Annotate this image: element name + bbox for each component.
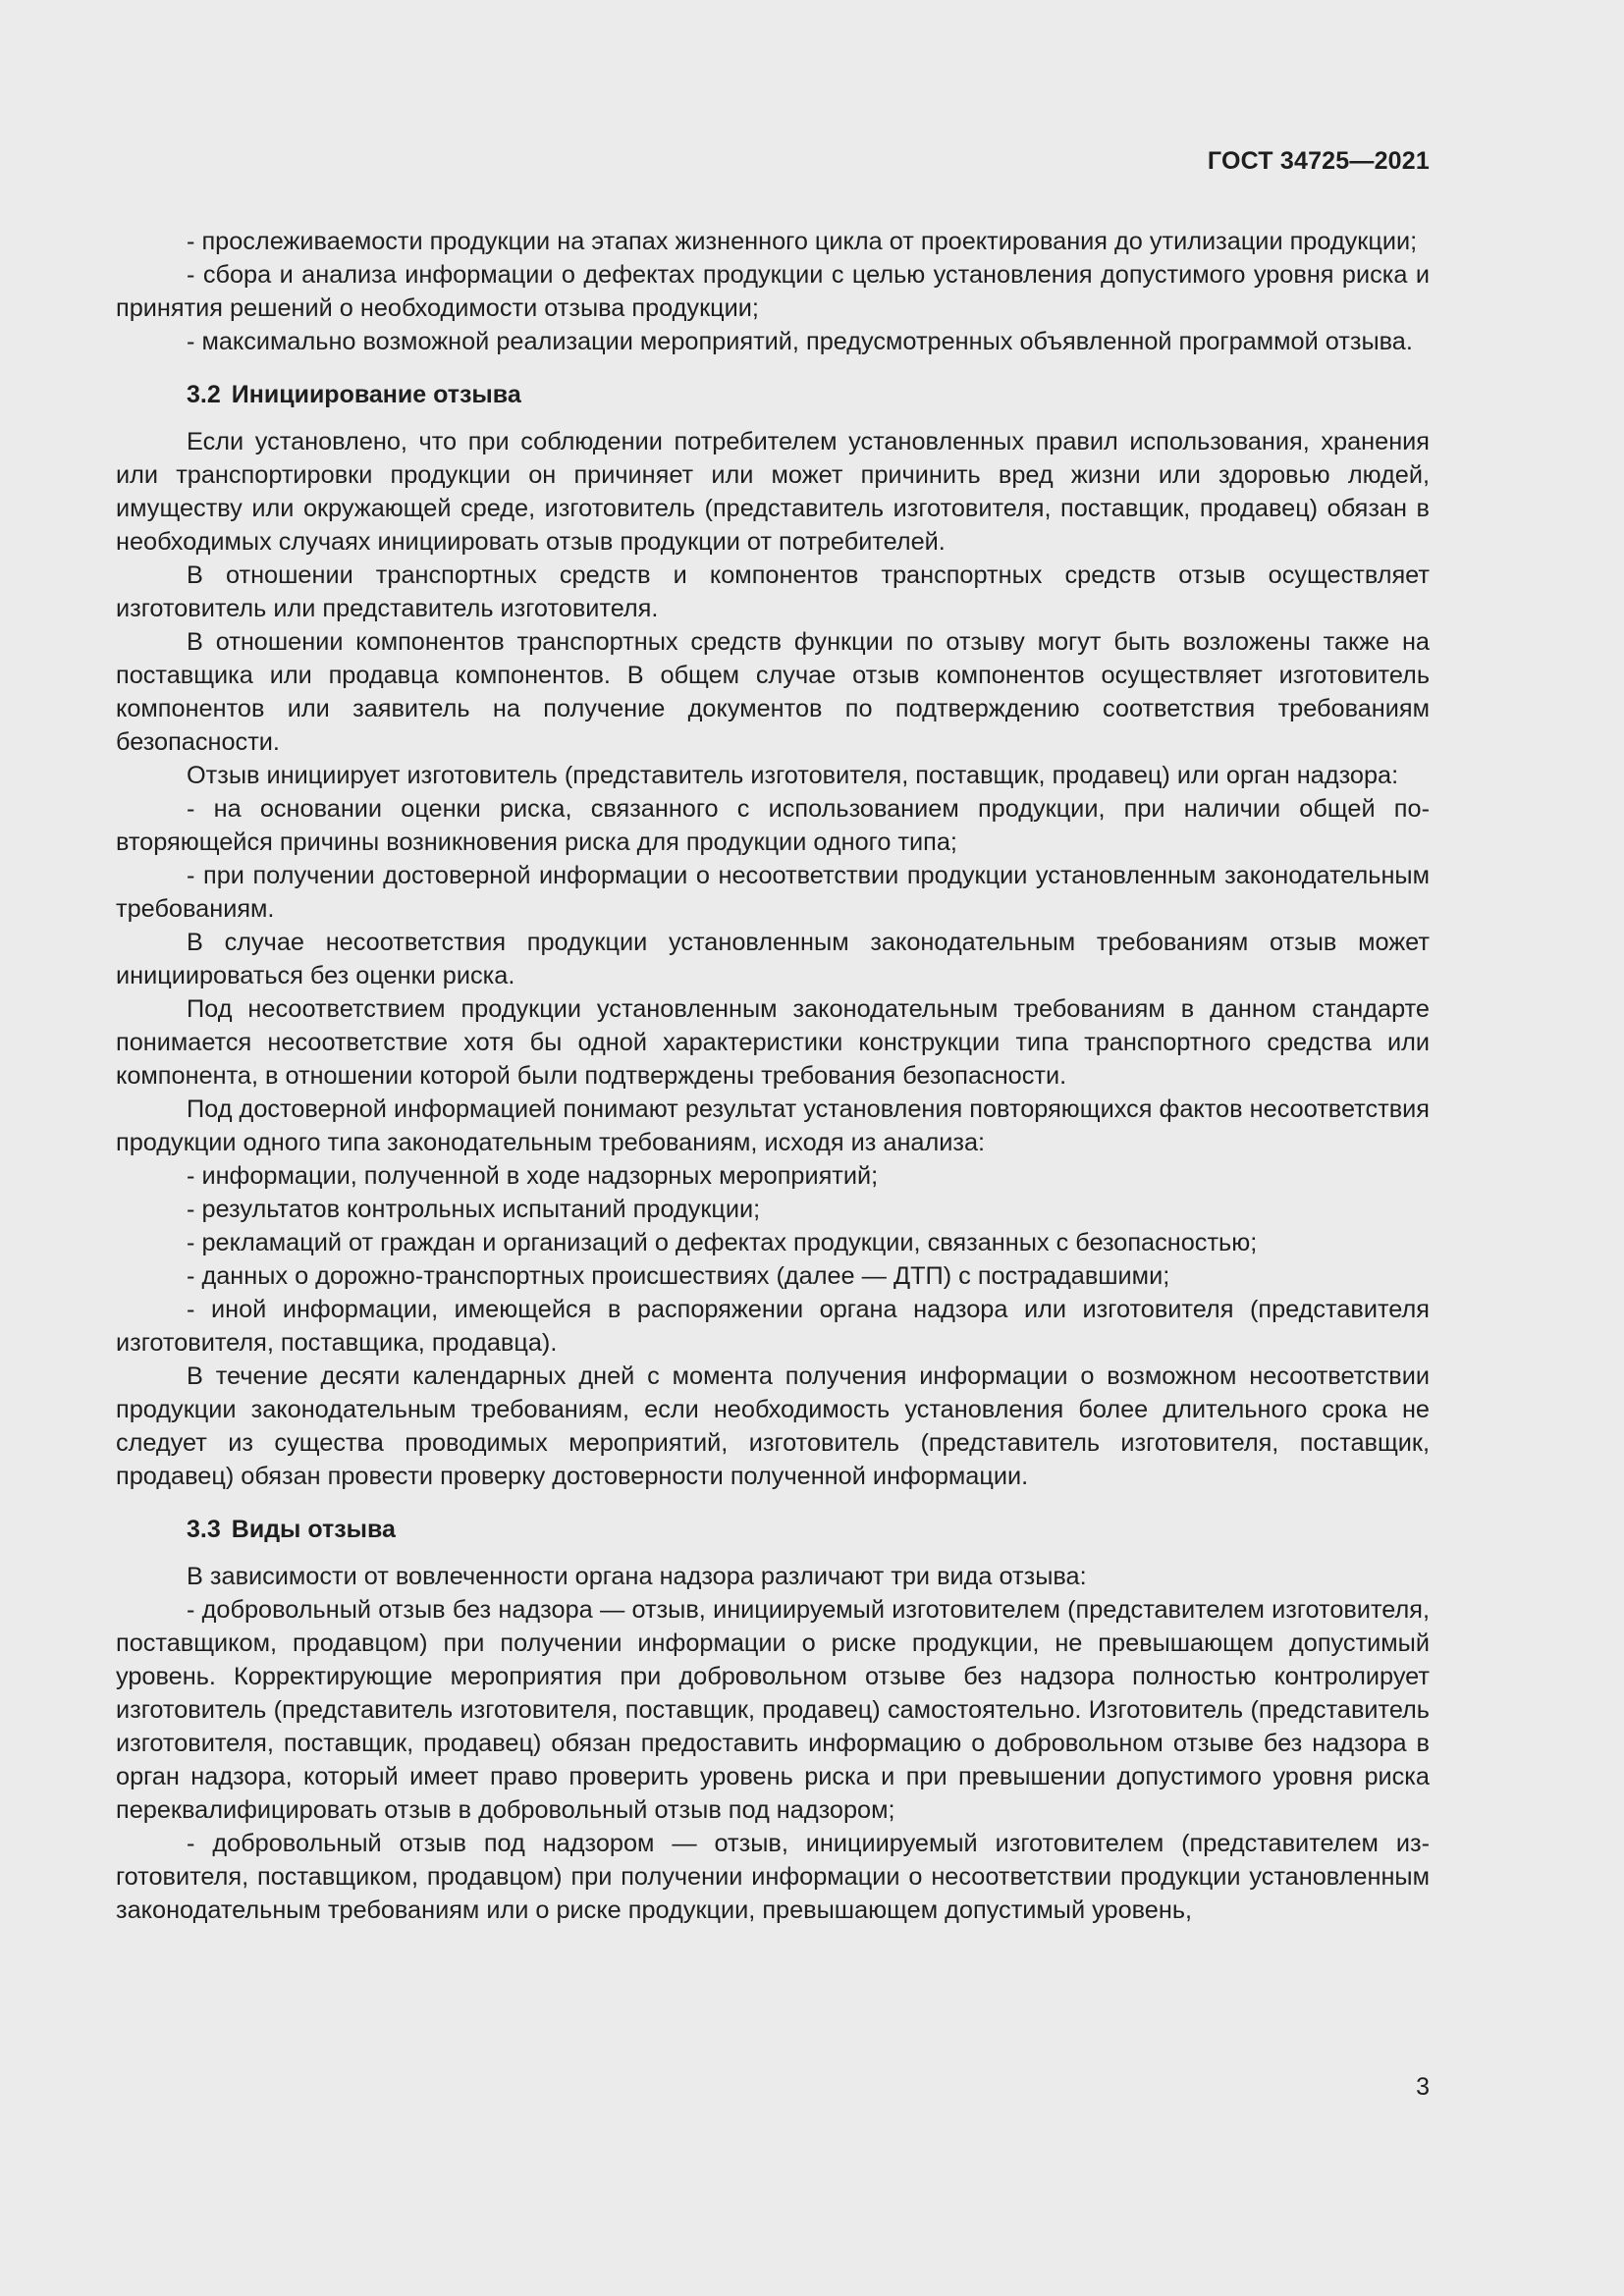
standard-code: ГОСТ 34725—2021: [1207, 147, 1430, 175]
intro-item: - сбора и анализа информации о дефектах продукции с целью установления допустимого уровня риска и принятия решений о необходимости отзыва продукции;: [116, 261, 1430, 322]
page-number: 3: [1416, 2073, 1430, 2101]
list-item: - результатов контрольных испытаний продукции;: [187, 1196, 761, 1223]
paragraph: В случае несоответствия продукции установленным законодательным требованиям отзыв может инициироваться без оценки риска.: [116, 929, 1430, 989]
list-item: - рекламаций от граждан и организаций о дефектах продукции, связанных с безопасностью;: [187, 1229, 1258, 1256]
paragraph: Если установлено, что при соблюдении потребителем установленных правил использования, хранения или транспортировки продукции он причиняет или может причинить вред жизни или здоровью людей, имуществу или окружающей среде, изготовитель (представитель изготовителя, поставщик, продавец) обязан в необходимых случаях инициировать отзыв продукции от потребителей.: [116, 428, 1430, 556]
paragraph: Под несоответствием продукции установленным законодательным требованиям в данном стандарте понимается несоответствие хотя бы одной характеристики конструкции типа транспортного средства или компонента, в отношении которой были подтверждены требования безопасности.: [116, 995, 1430, 1090]
section-heading-3-2: [116, 378, 1430, 411]
list-item: - добровольный отзыв под надзором — отзыв, инициируемый изготовителем (представителем изготовителя, поставщиком, продавцом) при получении информации о несоответствии продукции установленным законодательным требованиям или о риске продукции, превышающем допустимый уровень,: [116, 1830, 1430, 1924]
paragraph: В отношении компонентов транспортных средств функции по отзыву могут быть возложены также на поставщика или продавца компонентов. В общем случае отзыв компонентов осуществляет изготовитель компонентов или заявитель на получение документов по подтверждению соответствия требованиям безопасности.: [116, 628, 1430, 756]
paragraph: В течение десяти календарных дней с момента получения информации о возможном несоответствии продукции законодательным требованиям, если необходимость установления более длительного срока не следует из существа проводимых мероприятий, изготовитель (представитель изготовителя, поставщик, продавец) обязан провести проверку достоверности полученной информации.: [116, 1362, 1430, 1490]
intro-item: - прослеживаемости продукции на этапах жизненного цикла от проектирования до утилизации продукции;: [187, 228, 1418, 255]
list-item: - добровольный отзыв без надзора — отзыв, инициируемый изготовителем (представителем изготовителя, поставщиком, продавцом) при получении информации о риске продукции, не превышающем допустимый уровень. Корректирующие мероприятия при добровольном отзыве без надзора полностью контролирует изготовитель (представитель изготовителя, поставщик, продавец) самостоятельно. Изготовитель (представитель изготовителя, поставщик, продавец) обязан предоставить информацию о добровольном отзыве без надзора в орган надзора, который имеет право проверить уровень риска и при превышении допустимого уровня риска переквалифицировать отзыв в добровольный отзыв под надзором;: [116, 1596, 1430, 1824]
paragraph: Под достоверной информацией понимают результат установления повторяющихся фактов несоответствия продукции одного типа законодательным требованиям, исходя из анализа:: [116, 1095, 1430, 1156]
list-item: - данных о дорожно-транспортных происшествиях (далее — ДТП) с пострадавшими;: [187, 1262, 1170, 1290]
list-item: - на основании оценки риска, связанного с использованием продукции, при наличии общей повторяющейся причины возникновения риска для продукции одного типа;: [116, 795, 1430, 856]
section-title: Виды отзыва: [231, 1516, 396, 1543]
section-heading-3-3: [116, 1513, 1430, 1546]
section-number: 3.3: [187, 1516, 221, 1543]
paragraph: Отзыв инициирует изготовитель (представитель изготовителя, поставщик, продавец) или орган надзора:: [187, 762, 1399, 789]
document-body: [116, 225, 1430, 1927]
paragraph: В зависимости от вовлеченности органа надзора различают три вида отзыва:: [187, 1563, 1087, 1590]
section-title: Инициирование отзыва: [231, 381, 521, 408]
list-item: - при получении достоверной информации о несоответствии продукции установленным законодательным требованиям.: [116, 862, 1430, 923]
list-item: - информации, полученной в ходе надзорных мероприятий;: [187, 1162, 879, 1190]
paragraph: В отношении транспортных средств и компонентов транспортных средств отзыв осуществляет изготовитель или представитель изготовителя.: [116, 561, 1430, 622]
list-item: - иной информации, имеющейся в распоряжении органа надзора или изготовителя (представителя изготовителя, поставщика, продавца).: [116, 1296, 1430, 1357]
section-number: 3.2: [187, 381, 221, 408]
intro-item: - максимально возможной реализации мероприятий, предусмотренных объявленной программой отзыва.: [187, 328, 1413, 355]
